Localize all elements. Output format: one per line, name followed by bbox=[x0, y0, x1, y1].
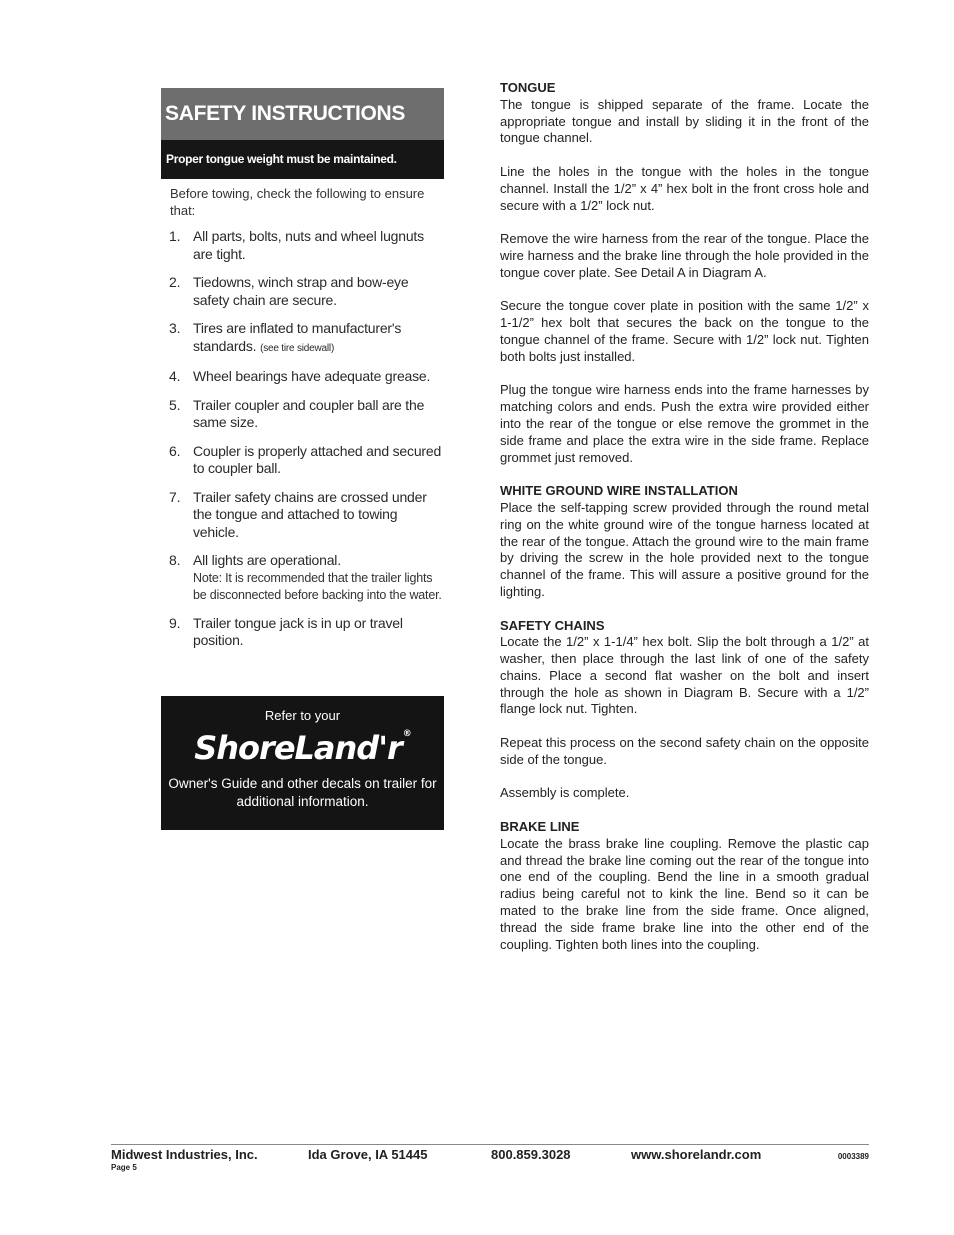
section-paragraph: Line the holes in the tongue with the holes in the tongue channel. Install the 1/2” x 4” hex bolt in the front cross hole and secure with a 1/2” lock nut. bbox=[500, 163, 869, 213]
footer-rule bbox=[111, 1144, 869, 1145]
checklist-number: 3. bbox=[169, 320, 181, 336]
checklist-item bbox=[161, 274, 444, 309]
checklist-note: Note: It is recommended that the trailer lights be disconnected before backing into the water. bbox=[193, 570, 442, 602]
decal-footer bbox=[161, 696, 444, 830]
section-paragraph: Repeat this process on the second safety chain on the opposite side of the tongue. bbox=[500, 735, 869, 767]
section-paragraph: Assembly is complete. bbox=[500, 785, 630, 801]
section-heading: BRAKE LINE bbox=[500, 819, 580, 835]
checklist-item bbox=[161, 489, 444, 542]
checklist-text-block bbox=[193, 489, 444, 542]
checklist-text-block bbox=[193, 443, 444, 478]
footer-doc-code: 0003389 bbox=[837, 1152, 869, 1161]
section-heading: WHITE GROUND WIRE INSTALLATION bbox=[500, 483, 738, 499]
section-paragraph: Locate the 1/2” x 1-1/4” hex bolt. Slip the bolt through a 1/2” at washer, then place through the last link of one of the safety chains. Place a second flat washer on the bolt and insert through the hole as shown in Diagram B. Secure with a 1/2” flange lock nut. Tighten. bbox=[500, 634, 869, 717]
decal-subtitle: Proper tongue weight must be maintained. bbox=[161, 140, 444, 179]
checklist-item bbox=[161, 320, 444, 357]
checklist-text: Tires are inflated to manufacturer's standards. bbox=[193, 320, 402, 354]
footer-phone: 800.859.3028 bbox=[491, 1147, 571, 1162]
footer-website[interactable]: www.shorelandr.com bbox=[631, 1147, 762, 1162]
checklist-item bbox=[161, 368, 444, 386]
checklist-text-block bbox=[193, 320, 444, 357]
checklist-text-block bbox=[193, 397, 444, 432]
checklist-item bbox=[161, 228, 444, 263]
checklist-number: 7. bbox=[169, 488, 181, 505]
section-heading: TONGUE bbox=[500, 80, 556, 95]
checklist-text: Trailer coupler and coupler ball are the same size. bbox=[193, 396, 425, 430]
footer-location: Ida Grove, IA 51445 bbox=[308, 1147, 428, 1162]
checklist-text-block bbox=[193, 368, 444, 386]
decal-foot-text: Owner's Guide and other decals on trailer for additional information. bbox=[168, 776, 437, 809]
checklist-text: All parts, bolts, nuts and wheel lugnuts are tight. bbox=[193, 228, 424, 262]
decal-intro: Before towing, check the following to ensure that: bbox=[170, 186, 425, 218]
checklist-text-block bbox=[193, 615, 444, 650]
checklist-small-note: (see tire sidewall) bbox=[260, 342, 335, 354]
checklist-number: 5. bbox=[169, 396, 181, 413]
section-heading: SAFETY CHAINS bbox=[500, 617, 605, 633]
checklist-item bbox=[161, 397, 444, 432]
refer-text: Refer to your bbox=[264, 708, 341, 723]
checklist-number: 4. bbox=[169, 368, 181, 384]
registered-mark: ® bbox=[402, 729, 411, 739]
checklist-number: 1. bbox=[169, 228, 181, 244]
section-paragraph: Place the self-tapping screw provided through the round metal ring on the white ground wire of the tongue harness located at the rear of the tongue. Attach the ground wire to the main frame by driving the screw in the hole provided next to the tongue channel of the frame. This will assure a positive ground for the lighting. bbox=[500, 499, 869, 599]
checklist-text-block bbox=[193, 274, 444, 309]
checklist-text: Wheel bearings have adequate grease. bbox=[193, 368, 431, 384]
safety-checklist bbox=[161, 228, 444, 650]
section-paragraph: Plug the tongue wire harness ends into the frame harnesses by matching colors and ends. Push the extra wire provided either into the rear of the tongue or else remove the grommet in the side frame and place the extra wire in the side frame. Replace grommet just removed. bbox=[500, 382, 869, 465]
checklist-number: 6. bbox=[169, 442, 181, 459]
footer-company: Midwest Industries, Inc. bbox=[111, 1147, 258, 1162]
checklist-item bbox=[161, 552, 444, 604]
checklist-text: Trailer safety chains are crossed under the tongue and attached to towing vehicle. bbox=[193, 488, 427, 540]
checklist-number: 8. bbox=[169, 552, 181, 568]
checklist-text: Trailer tongue jack is in up or travel position. bbox=[193, 614, 403, 648]
checklist-item bbox=[161, 443, 444, 478]
checklist-text-block bbox=[193, 552, 444, 604]
checklist-text: Coupler is properly attached and secured to coupler ball. bbox=[193, 442, 442, 476]
brand-name: ShoreLand'r bbox=[194, 729, 402, 767]
checklist-text: Tiedowns, winch strap and bow-eye safety chain are secure. bbox=[193, 274, 409, 308]
brand-logo bbox=[161, 729, 444, 767]
checklist-number: 9. bbox=[169, 614, 181, 631]
safety-decal bbox=[161, 88, 444, 830]
section-paragraph: The tongue is shipped separate of the frame. Locate the appropriate tongue and install by sliding it in the front of the tongue channel. bbox=[500, 96, 869, 146]
section-paragraph: Locate the brass brake line coupling. Remove the plastic cap and thread the brake line coming out the rear of the tongue into one end of the coupling. Bend the line in a smooth gradual radius being careful not to kink the line. Bend so it can be mated to the brake line from the side frame. Once aligned, thread the side frame brake line into the other end of the coupling. Tighten both lines into the coupling. bbox=[500, 835, 869, 952]
page-number: Page 5 bbox=[111, 1163, 137, 1172]
decal-title: SAFETY INSTRUCTIONS bbox=[161, 88, 444, 140]
section-paragraph: Secure the tongue cover plate in position with the same 1/2” x 1-1/2” hex bolt that secures the back on the tongue to the tongue channel of the frame. Secure with 1/2” lock nut. Tighten both bolts just installed. bbox=[500, 298, 869, 364]
instructions-column bbox=[500, 80, 869, 970]
checklist-number: 2. bbox=[169, 274, 181, 290]
checklist-text-block bbox=[193, 228, 444, 263]
section-paragraph: Remove the wire harness from the rear of the tongue. Place the wire harness and the brake line through the hole provided in the tongue cover plate. See Detail A in Diagram A. bbox=[500, 231, 869, 280]
checklist-item bbox=[161, 615, 444, 650]
checklist-text: All lights are operational. bbox=[193, 552, 341, 568]
